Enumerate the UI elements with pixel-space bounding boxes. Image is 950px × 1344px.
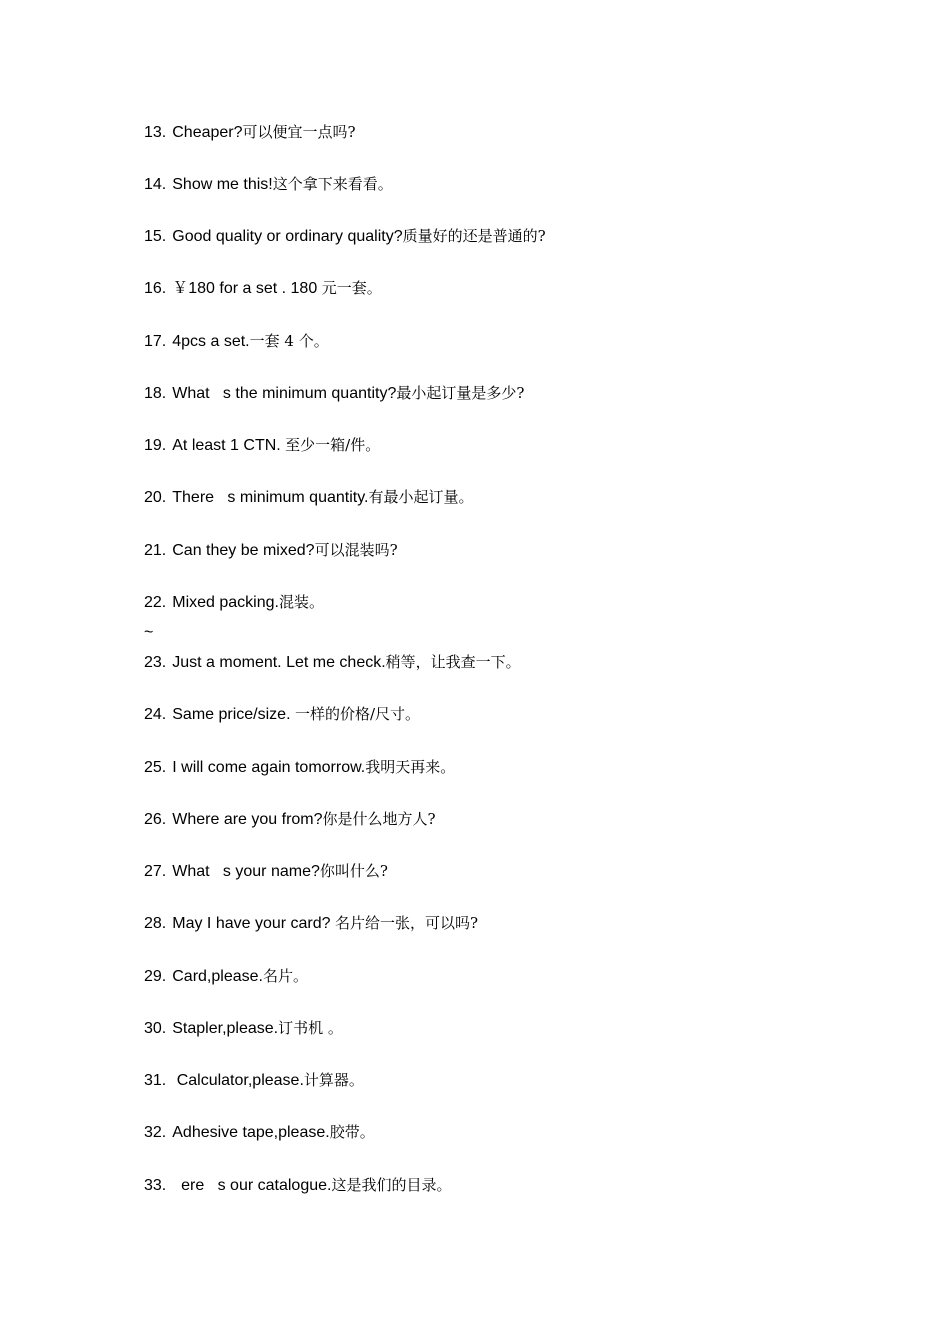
line-number: 31. xyxy=(144,1072,167,1089)
line-number: 20. xyxy=(144,489,167,506)
line-number: 14. xyxy=(144,176,167,193)
chinese-translation: 这是我们的目录。 xyxy=(331,1176,452,1194)
chinese-translation: 名片给一张，可以吗? xyxy=(335,914,479,932)
chinese-translation: 最小起订量是多少? xyxy=(396,384,525,402)
phrase-line xyxy=(144,755,455,779)
english-phrase: Can they be mixed? xyxy=(172,542,315,559)
chinese-translation: 一套 4 个。 xyxy=(249,332,329,350)
english-phrase: At least 1 CTN. xyxy=(172,437,286,454)
english-phrase: Cheaper? xyxy=(172,124,243,141)
english-phrase: Calculator,please. xyxy=(172,1072,304,1089)
phrase-line xyxy=(144,381,524,405)
english-phrase: ere s our catalogue. xyxy=(172,1177,332,1194)
line-number: 29. xyxy=(144,968,167,985)
english-phrase: Card,please. xyxy=(172,968,263,985)
english-phrase: Same price/size. xyxy=(172,706,295,723)
line-number: 30. xyxy=(144,1020,167,1037)
chinese-translation: 可以便宜一点吗? xyxy=(242,123,356,141)
english-phrase: Stapler,please. xyxy=(172,1020,279,1037)
phrase-line xyxy=(144,276,382,300)
phrase-line xyxy=(144,172,393,196)
phrase-line xyxy=(144,590,324,614)
english-phrase: Just a moment. Let me check. xyxy=(172,654,386,671)
phrase-line xyxy=(144,433,380,457)
phrase-line xyxy=(144,120,356,144)
english-phrase: 4pcs a set. xyxy=(172,333,250,350)
line-number: 25. xyxy=(144,759,167,776)
english-phrase: What s your name? xyxy=(172,863,320,880)
english-phrase: What s the minimum quantity? xyxy=(172,385,397,402)
phrase-line xyxy=(144,1173,451,1197)
phrase-line xyxy=(144,650,521,674)
chinese-translation: 你叫什么? xyxy=(319,862,388,880)
chinese-translation: 你是什么地方人? xyxy=(322,810,436,828)
phrase-line xyxy=(144,1016,343,1040)
line-number: 18. xyxy=(144,385,167,402)
chinese-translation: 一样的价格/尺寸。 xyxy=(294,705,421,723)
english-phrase: Show me this! xyxy=(172,176,273,193)
line-number: 15. xyxy=(144,228,167,245)
chinese-translation: 有最小起订量。 xyxy=(368,488,474,506)
line-number: 13. xyxy=(144,124,167,141)
phrase-line xyxy=(144,911,478,935)
line-number: 33. xyxy=(144,1177,167,1194)
english-phrase: ￥180 for a set . 180 xyxy=(172,280,322,297)
phrase-line xyxy=(144,485,473,509)
english-phrase: Mixed packing. xyxy=(172,594,279,611)
english-phrase: I will come again tomorrow. xyxy=(172,759,366,776)
english-phrase: Adhesive tape,please. xyxy=(172,1124,330,1141)
chinese-translation: 质量好的还是普通的? xyxy=(402,227,546,245)
chinese-translation: 这个拿下来看看。 xyxy=(272,175,393,193)
phrase-line xyxy=(144,538,398,562)
english-phrase: May I have your card? xyxy=(172,915,335,932)
phrase-line xyxy=(144,224,546,248)
phrase-line xyxy=(144,702,420,726)
phrase-line xyxy=(144,1068,364,1092)
line-number: 32. xyxy=(144,1124,167,1141)
line-number: 16. xyxy=(144,280,167,297)
chinese-translation: 订书机 。 xyxy=(278,1019,343,1037)
line-number: 19. xyxy=(144,437,167,454)
chinese-translation: 我明天再来。 xyxy=(365,758,456,776)
chinese-translation: 名片。 xyxy=(262,967,308,985)
english-phrase: There s minimum quantity. xyxy=(172,489,369,506)
line-number: 26. xyxy=(144,811,167,828)
chinese-translation: 混装。 xyxy=(278,593,324,611)
line-number: 21. xyxy=(144,542,167,559)
english-phrase: Good quality or ordinary quality? xyxy=(172,228,403,245)
phrase-line xyxy=(144,329,329,353)
phrase-line xyxy=(144,807,436,831)
phrase-line xyxy=(144,1120,375,1144)
chinese-translation: 元一套。 xyxy=(321,279,382,297)
chinese-translation: 稍等，让我查一下。 xyxy=(385,653,521,671)
chinese-translation: 至少一箱/件。 xyxy=(285,436,381,454)
chinese-translation: 计算器。 xyxy=(303,1071,364,1089)
phrase-line xyxy=(144,859,388,883)
phrase-line xyxy=(144,964,308,988)
chinese-translation: 可以混装吗? xyxy=(314,541,398,559)
line-number: 17. xyxy=(144,333,167,350)
line-number: 22. xyxy=(144,594,167,611)
line-number: 28. xyxy=(144,915,167,932)
separator-mark: ~ xyxy=(144,624,154,641)
line-number: 23. xyxy=(144,654,167,671)
line-number: 24. xyxy=(144,706,167,723)
line-number: 27. xyxy=(144,863,167,880)
chinese-translation: 胶带。 xyxy=(329,1123,375,1141)
english-phrase: Where are you from? xyxy=(172,811,323,828)
